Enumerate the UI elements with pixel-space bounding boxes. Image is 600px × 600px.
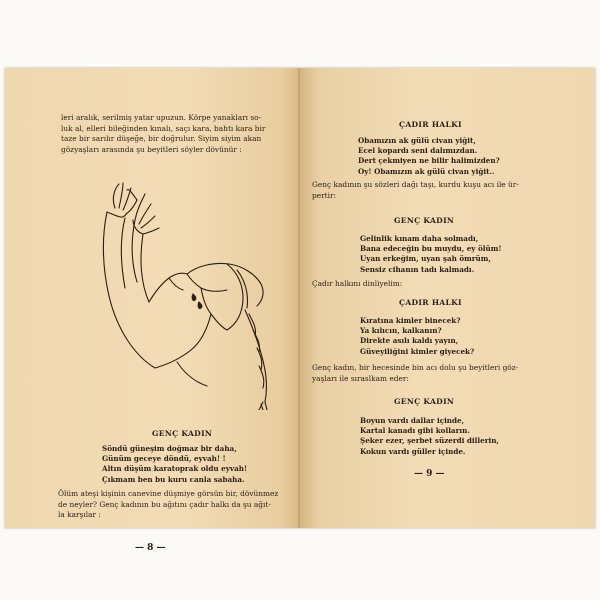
right-heading-4: GENÇ KADIN bbox=[394, 397, 455, 406]
right-verse-2 bbox=[360, 234, 502, 275]
text-line: Kartal kanadı gibi kolların. bbox=[360, 426, 470, 436]
right-page-number: — 9 — bbox=[414, 469, 445, 479]
text-line: Ya kılıcın, kalkanın? bbox=[360, 326, 442, 336]
right-heading-1: ÇADIR HALKI bbox=[399, 120, 462, 129]
text-line: Oy! Obamızın ak gülü civan yiğit.. bbox=[358, 166, 495, 176]
text-line: leri aralık, serilmiş yatar upuzun. Körpe yanakları so- bbox=[61, 113, 262, 122]
right-verse-1 bbox=[358, 136, 500, 177]
text-line: Sensiz cihanın tadı kalmadı. bbox=[360, 264, 475, 274]
text-line: Söndü güneşim doğmaz bir daha, bbox=[102, 444, 237, 453]
right-verse-4 bbox=[360, 416, 499, 457]
left-outro-paragraph bbox=[58, 489, 279, 521]
text-line: Güveyiliğini kimler giyecek? bbox=[360, 346, 475, 356]
text-line: Altın düşüm karatoprak oldu eyvah! bbox=[102, 464, 248, 474]
text-line: luk al, elleri bileğinden kınalı, saçı kara, bahtı kara bir bbox=[61, 123, 266, 133]
text-line: taze bir sarılır düşeğe, bir doğrulur. Siyim siyim akan bbox=[61, 134, 262, 144]
right-prose-3 bbox=[312, 363, 582, 384]
text-line: Boyun vardı dallar içinde, bbox=[360, 416, 465, 425]
text-line: yaşları ile sıraslkam eder: bbox=[312, 373, 409, 383]
text-line: Ölüm ateşi kişinin canevine düşmiye görsün bir, dövünmez bbox=[58, 489, 279, 498]
text-line: de neyler? Genç kadının bu ağıtını çadır halkı da şu ağıt- bbox=[58, 499, 271, 509]
text-line: Genç kadın, bir hecesinde bin acı dolu şu beyitleri göz- bbox=[312, 363, 519, 372]
right-prose-1 bbox=[312, 180, 582, 201]
right-page bbox=[300, 68, 595, 528]
mourning-woman-illustration bbox=[77, 180, 287, 410]
left-page-number: — 8 — bbox=[135, 543, 166, 553]
text-line: Genç kadının şu sözleri dağı taşı, kurdu kuşu acı ile ür- bbox=[312, 180, 519, 189]
text-line: gözyaşları arasında şu beyitleri söyler dövünür : bbox=[61, 144, 242, 154]
text-line: Çadır halkını dinliyelim: bbox=[312, 279, 403, 288]
text-line: Obamızın ak gülü civan yiğit, bbox=[358, 136, 476, 145]
text-line: Ecel kopardı seni dalımızdan. bbox=[358, 146, 478, 156]
book-spread bbox=[5, 68, 595, 553]
text-line: Kokun vardı güller içinde. bbox=[360, 446, 466, 456]
text-line: Direkte asılı kaldı yayın, bbox=[360, 336, 459, 346]
text-line: Kıratına kimler binecek? bbox=[360, 316, 461, 325]
text-line: pertir: bbox=[312, 190, 336, 200]
text-line: Günüm geceye döndü, eyvah! ! bbox=[102, 454, 226, 464]
left-verse bbox=[102, 444, 247, 485]
text-line: Çıkmam ben bu kuru canla sabaha. bbox=[102, 474, 245, 484]
right-heading-2: GENÇ KADIN bbox=[394, 216, 455, 225]
text-line: Uyan erkeğim, uyan şah ömrüm, bbox=[360, 254, 491, 264]
text-line: Dert çekmiyen ne bilir halimizden? bbox=[358, 156, 500, 166]
left-intro-paragraph bbox=[61, 113, 273, 155]
left-page bbox=[5, 68, 300, 553]
right-verse-3 bbox=[360, 316, 474, 357]
text-line: Şeker ezer, şerbet süzerdi dillerin, bbox=[360, 436, 499, 446]
left-verse-heading: GENÇ KADIN bbox=[152, 429, 213, 438]
text-line: Gelinlik kınam daha solmadı, bbox=[360, 234, 479, 243]
right-heading-3: ÇADIR HALKI bbox=[399, 298, 462, 307]
right-prose-2 bbox=[312, 279, 582, 290]
text-line: la karşılar : bbox=[58, 510, 101, 520]
text-line: Bana edeceğin bu muydu, ey ölüm! bbox=[360, 244, 502, 254]
